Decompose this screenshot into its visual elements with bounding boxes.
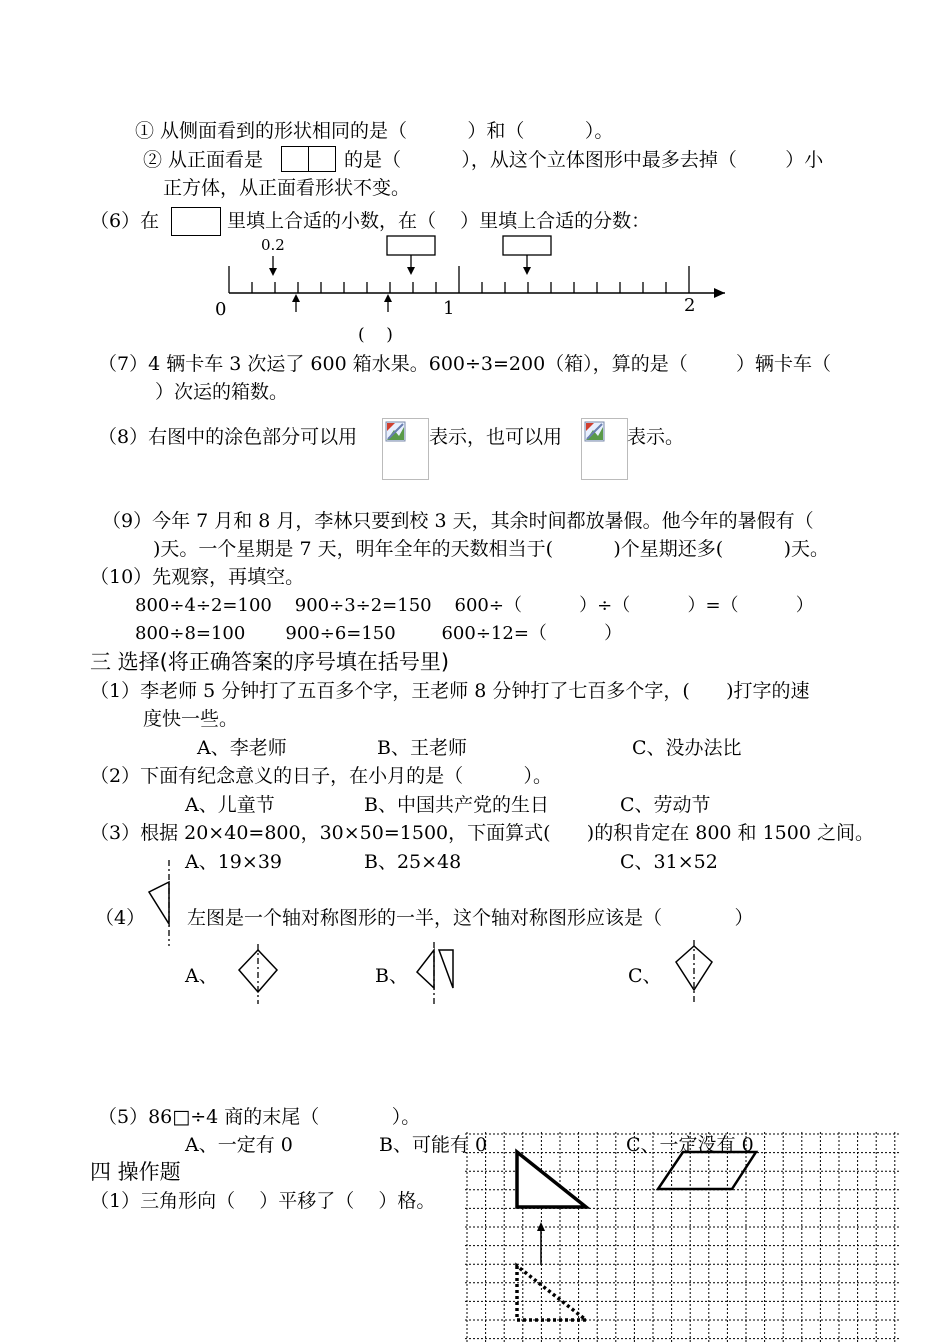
q8-text-b: 表示，也可以用 [429, 426, 563, 448]
q6-text-b: 里填上合适的小数，在（ ）里填上合适的分数： [227, 210, 651, 232]
q9-line-2: )天。一个星期是 7 天，明年全年的天数相当于( )个星期还多( )天。 [153, 538, 830, 560]
translation-grid [465, 1132, 900, 1342]
q5-line-2a: ② 从正面看是 [143, 149, 264, 171]
s3-q2-option-b: B、中国共产党的生日 [364, 794, 549, 816]
s3-q4-text: 左图是一个轴对称图形的一半，这个轴对称图形应该是（ ） [187, 907, 754, 929]
half-figure [145, 860, 185, 950]
label-0-2: 0.2 [261, 236, 285, 254]
s3-q1-option-c: C、没办法比 [632, 737, 742, 759]
option-c-figure [672, 940, 722, 1006]
q10-row-1: 800÷4÷2=100 900÷3÷2=150 600÷（ ）÷（ ）=（ ） [135, 595, 814, 616]
s3-q3-option-b: B、25×48 [364, 851, 462, 873]
q9-line-1: （9）今年 7 月和 8 月，李林只要到校 3 天，其余时间都放暑假。他今年的暑假有（ [102, 510, 814, 532]
q10-row-2: 800÷8=100 900÷6=150 600÷12=（ ） [135, 623, 623, 644]
s3-q1-line-1: （1）李老师 5 分钟打了五百多个字，王老师 8 分钟打了七百多个字，( )打字的速 [90, 680, 810, 702]
label-1: 1 [443, 298, 455, 319]
s3-q4-label: （4） [95, 907, 146, 929]
label-0: 0 [215, 299, 227, 320]
q5-line-2b: 的是（ ），从这个立体图形中最多去掉（ ）小 [344, 149, 824, 171]
section-4-title: 四 操作题 [90, 1160, 181, 1184]
s3-q5: （5）86□÷4 商的末尾（ ）。 [98, 1106, 421, 1128]
q8-text-a: （8）右图中的涂色部分可以用 [98, 426, 358, 448]
s3-q5-option-b: B、可能有 0 [379, 1134, 488, 1156]
number-line [0, 0, 950, 360]
fraction-answer-paren: ( ) [358, 325, 393, 345]
s3-q3-option-c: C、31×52 [620, 851, 718, 873]
option-a-figure [235, 944, 285, 1006]
s3-q2-option-c: C、劳动节 [620, 794, 711, 816]
option-b-figure [413, 942, 463, 1008]
broken-image-icon [581, 418, 628, 480]
label-2: 2 [684, 295, 696, 316]
s3-q1-option-a: A、李老师 [197, 737, 287, 759]
s4-q1: （1）三角形向（ ）平移了（ ）格。 [90, 1190, 436, 1212]
s3-q2-option-a: A、儿童节 [185, 794, 275, 816]
s3-q4-option-a: A、 [185, 965, 218, 987]
q7-line-1: （7）4 辆卡车 3 次运了 600 箱水果。600÷3=200（箱），算的是（ ）辆卡车（ [98, 353, 832, 375]
s3-q3: （3）根据 20×40=800，30×50=1500，下面算式( )的积肯定在 800 和 1500 之间。 [90, 822, 874, 844]
section-3-title: 三 选择(将正确答案的序号填在括号里) [90, 650, 450, 674]
s3-q1-line-2: 度快一些。 [143, 708, 239, 730]
s3-q5-option-a: A、一定有 0 [185, 1134, 293, 1156]
q6-text-a: （6）在 [90, 210, 160, 232]
broken-image-icon [382, 418, 429, 480]
s3-q1-option-b: B、王老师 [377, 737, 467, 759]
q5-line-3: 正方体，从正面看形状不变。 [163, 177, 411, 199]
s3-q4-option-c: C、 [628, 965, 662, 987]
q7-line-2: ）次运的箱数。 [155, 381, 289, 403]
s3-q4-option-b: B、 [375, 965, 408, 987]
s3-q2: （2）下面有纪念意义的日子，在小月的是（ ）。 [90, 765, 552, 787]
s3-q5-option-c: C、一定没有 0 [626, 1134, 754, 1156]
q10-title: （10）先观察，再填空。 [90, 566, 305, 588]
q5-line-1: ① 从侧面看到的形状相同的是（ ）和（ ）。 [135, 120, 614, 142]
s3-q3-option-a: A、19×39 [185, 851, 282, 873]
q8-text-c: 表示。 [627, 426, 685, 448]
